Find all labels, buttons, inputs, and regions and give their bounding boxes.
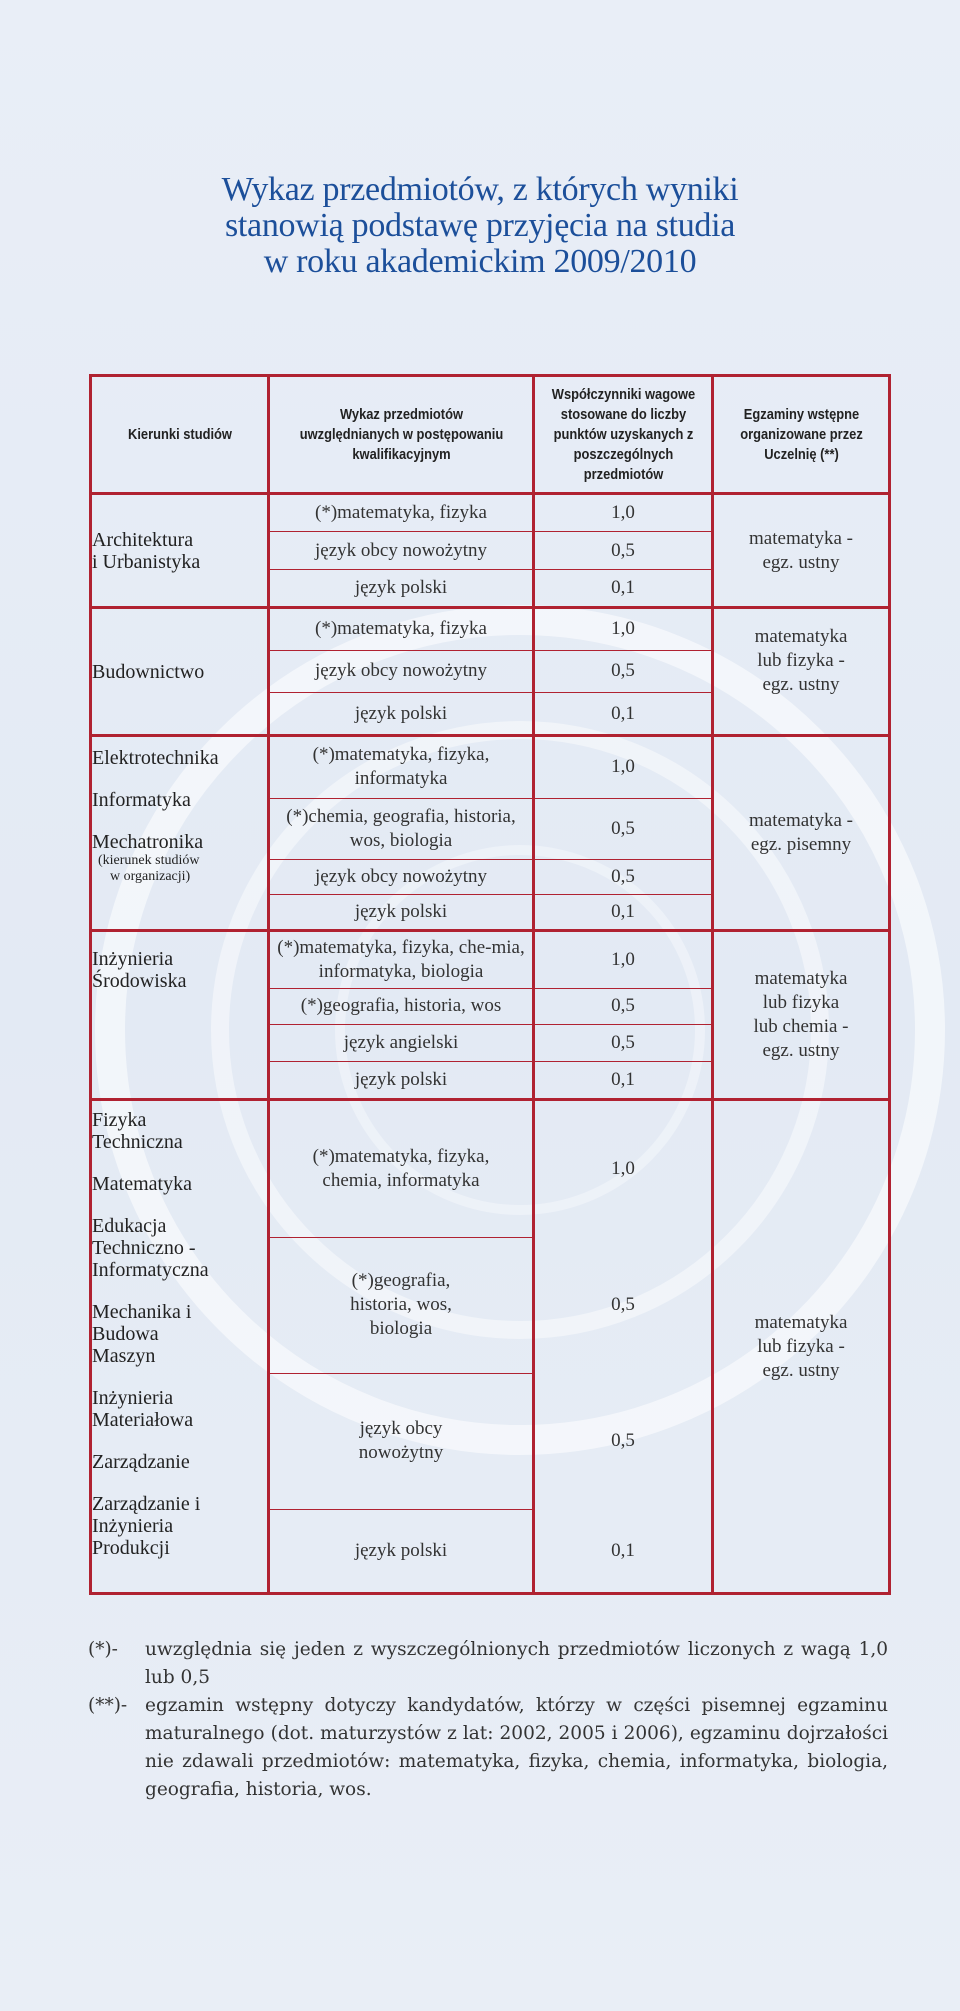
weight-cell: 1,0	[611, 756, 635, 778]
header-kierunki: Kierunki studiów	[103, 376, 256, 494]
weight-cell: 0,5	[535, 798, 711, 859]
subject-cell: język polski	[270, 693, 532, 734]
admission-subjects-table	[89, 374, 891, 1595]
weight-cell: 1,0	[611, 618, 635, 640]
subject-cell: (*)geografia, historia, wos, biologia	[270, 1237, 532, 1373]
subject-cell: język polski	[270, 1509, 532, 1592]
group-weights	[534, 494, 713, 608]
weight-cell: 0,5	[535, 859, 711, 894]
subject-cell: język polski	[270, 1062, 532, 1098]
footnote-mark: (**)-	[88, 1695, 128, 1716]
group-egzamin: matematyka - egz. pisemny	[713, 736, 890, 931]
weight-cell: 0,5	[535, 988, 711, 1025]
table-row	[91, 608, 890, 736]
weight-cell: 0,1	[535, 693, 711, 734]
weight-cell: 1,0	[611, 502, 635, 524]
group-kierunki: Inżynieria Środowiska	[91, 931, 269, 1100]
group-kierunki: Budownictwo	[91, 608, 269, 736]
footnote-single-star	[88, 1636, 888, 1692]
group-egzamin: matematyka lub fizyka - egz. ustny	[713, 1100, 890, 1594]
group-kierunki: Elektrotechnika Informatyka Mechatronika (kierunek studiów w organizacji)	[91, 736, 269, 931]
weight-cell: 0,5	[535, 1025, 711, 1062]
weight-cell: 0,1	[535, 894, 711, 929]
subject-cell: język angielski	[270, 1025, 532, 1062]
subject-cell: język obcy nowożytny	[270, 859, 532, 894]
subject-cell: (*)matematyka, fizyka, che-mia, informatyka, biologia	[277, 936, 525, 982]
subject-cell: język polski	[270, 894, 532, 929]
title-line-2: stanowią podstawę przyjęcia na studia	[224, 207, 736, 244]
subject-cell: język obcy nowożytny	[270, 532, 532, 570]
weight-cell: 0,5	[611, 1294, 635, 1315]
subject-cell: język obcy nowożytny	[270, 1373, 532, 1509]
group-weights	[534, 736, 713, 931]
table-row	[91, 1100, 890, 1594]
weight-cell: 0,5	[611, 1430, 635, 1451]
page-title	[0, 172, 960, 280]
subject-cell: język obcy nowożytny	[270, 650, 532, 692]
weight-cell: 0,5	[535, 532, 711, 570]
group-egzamin: matematyka lub fizyka lub chemia - egz. ustny	[713, 931, 890, 1100]
footnote-text: egzamin wstępny dotyczy kandydatów, którzy w części pisemnej egzaminu maturalnego (dot. maturzystów z lat: 2002, 2005 i 2006), egzaminu dojrzałości nie zdawali przedmiotów: matematyka, fizyka, chemia, informatyka, biologia, geografia, historia, wos.	[145, 1695, 888, 1800]
weight-cell: 0,1	[535, 1062, 711, 1098]
title-line-3: w roku akademickim 2009/2010	[263, 243, 697, 280]
title-line-1: Wykaz przedmiotów, z których wyniki	[221, 171, 739, 208]
footnotes	[88, 1636, 888, 1804]
weight-cell: 0,1	[535, 569, 711, 606]
subject-cell: (*)matematyka, fizyka	[315, 502, 487, 524]
footnote-double-star	[88, 1692, 888, 1804]
table-row	[91, 494, 890, 608]
footnote-mark: (*)-	[88, 1639, 118, 1660]
group-subjects	[269, 736, 534, 931]
group-subjects	[269, 1100, 534, 1594]
subject-cell: (*)chemia, geografia, historia, wos, biologia	[270, 798, 532, 859]
group-subjects	[269, 494, 534, 608]
subject-cell: (*)matematyka, fizyka, chemia, informatyka	[312, 1145, 490, 1191]
subject-cell: (*)geografia, historia, wos	[270, 988, 532, 1025]
group-weights	[534, 931, 713, 1100]
group-egzamin: matematyka - egz. ustny	[713, 494, 890, 608]
group-kierunki: Fizyka Techniczna Matematyka Edukacja Techniczno -Informatyczna Mechanika i Budowa Maszyn Inżynieria Materiałowa Zarządzanie Zarządzanie i Inżynieria Produkcji	[91, 1100, 269, 1594]
weight-cell: 1,0	[611, 948, 635, 970]
group-weights	[534, 1100, 713, 1594]
table-row	[91, 736, 890, 931]
footnote-text: uwzględnia się jeden z wyszczególnionych przedmiotów liczonych z wagą 1,0 lub 0,5	[145, 1639, 888, 1688]
group-weights	[534, 608, 713, 736]
weight-cell: 1,0	[611, 1158, 635, 1179]
group-subjects	[269, 931, 534, 1100]
header-egzaminy: Egzaminy wstępne organizowane przez Uczelnię (**)	[725, 376, 877, 494]
group-egzamin: matematyka lub fizyka - egz. ustny	[713, 608, 890, 736]
header-przedmioty: Wykaz przedmiotów uwzględnianych w postępowaniu kwalifikacyjnym	[287, 376, 515, 494]
subject-cell: (*)matematyka, fizyka	[315, 618, 487, 640]
group-subjects	[269, 608, 534, 736]
subject-cell: (*)matematyka, fizyka, informatyka	[312, 744, 490, 790]
table-row	[91, 931, 890, 1100]
table-header-row	[91, 376, 890, 494]
subject-cell: język polski	[270, 569, 532, 606]
header-wspolczynniki: Współczynniki wagowe stosowane do liczby punktów uzyskanych z poszczególnych przedmiotów	[546, 376, 700, 494]
weight-cell: 0,5	[535, 650, 711, 692]
group-kierunki: Architektura i Urbanistyka	[91, 494, 269, 608]
weight-cell: 0,1	[611, 1539, 635, 1561]
